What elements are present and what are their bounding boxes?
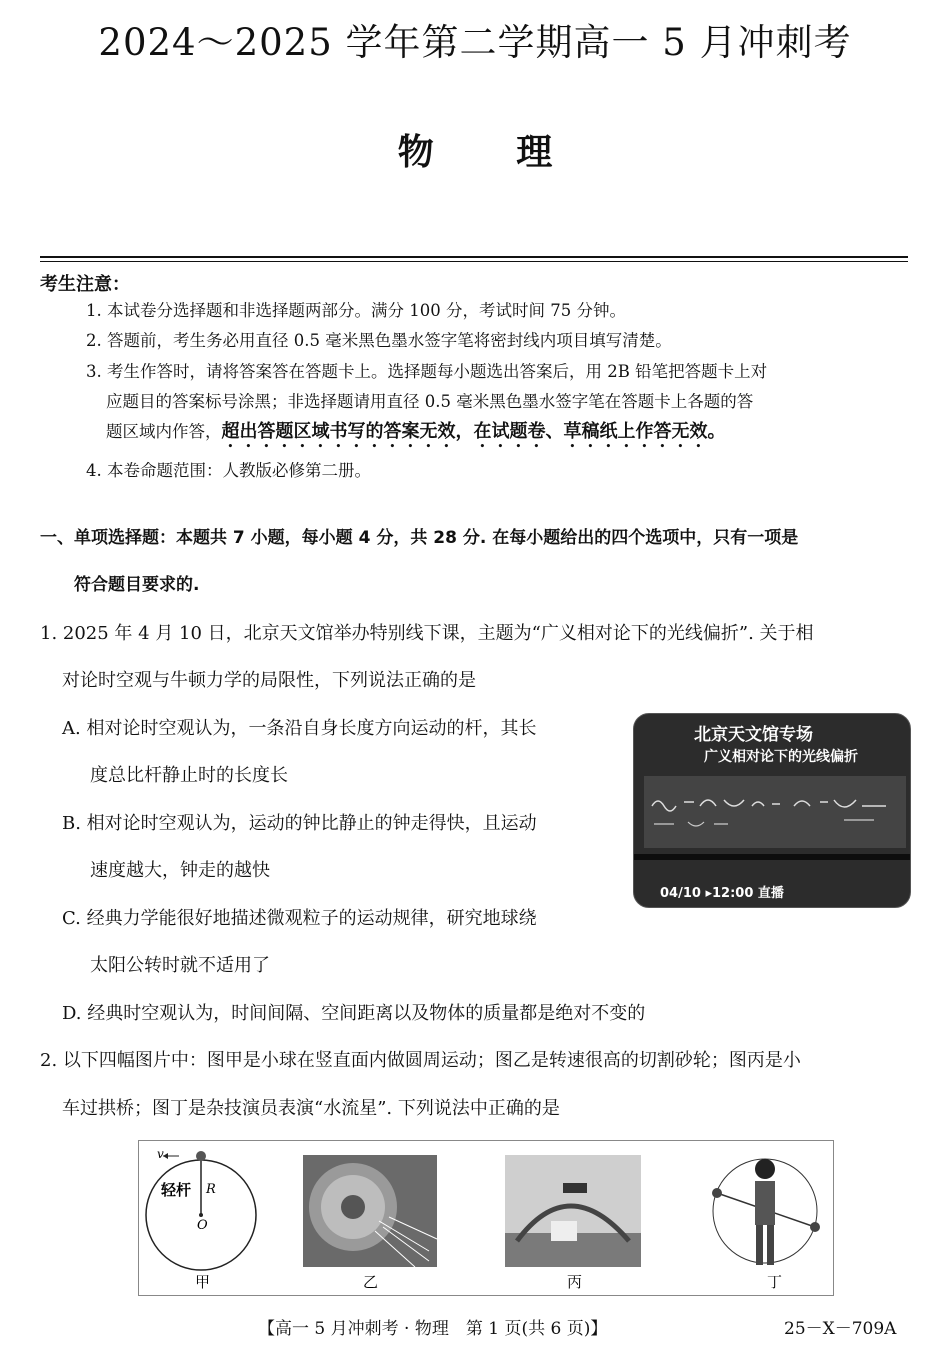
photo-title: 北京天文馆专场 <box>694 725 813 745</box>
notice-item-3-tail: 题区域内作答， <box>106 422 222 441</box>
q1-option-b-cont: 速度越大，钟走的越快 <box>90 860 270 881</box>
label-R: R <box>206 1182 216 1197</box>
figure-ding-water-meteor <box>712 1159 820 1265</box>
caption-ding: 丁 <box>767 1273 783 1291</box>
notice-item-1: 1. 本试卷分选择题和非选择题两部分。满分 100 分，考试时间 75 分钟。 <box>86 301 626 320</box>
photo-subtitle: 广义相对论下的光线偏折 <box>704 749 858 765</box>
chalk-formula-scribble <box>644 776 906 848</box>
section-heading-line1: 一、单项选择题：本题共 7 小题，每小题 4 分，共 28 分. 在每小题给出的四个选项中，只有一项是 <box>40 528 799 548</box>
subject-title: 物 理 <box>397 132 553 173</box>
caption-jia: 甲 <box>195 1273 211 1291</box>
exam-title: 2024～2025 学年第二学期高一 5 月冲刺考 <box>98 21 852 64</box>
q1-option-a-cont: 度总比杆静止时的长度长 <box>90 765 288 786</box>
notice-heading: 考生注意： <box>40 274 130 295</box>
caption-yi: 乙 <box>363 1273 379 1291</box>
q1-option-b: B. 相对论时空观认为，运动的钟比静止的钟走得快，且运动 <box>62 813 537 834</box>
q2-stem-line2: 车过拱桥；图丁是杂技演员表演“水流星”. 下列说法中正确的是 <box>62 1098 560 1119</box>
q2-figures <box>139 1141 833 1295</box>
label-v: v <box>157 1147 164 1161</box>
q1-option-d: D. 经典时空观认为，时间间隔、空间距离以及物体的质量都是绝对不变的 <box>62 1003 646 1024</box>
figure-yi-grinding-wheel <box>303 1155 437 1267</box>
q1-option-c: C. 经典力学能很好地描述微观粒子的运动规律，研究地球绕 <box>62 908 537 929</box>
notice-item-3: 3. 考生作答时，请将答案答在答题卡上。选择题每小题选出答案后，用 2B 铅笔把答题卡上对 <box>86 362 768 381</box>
photo-separator <box>634 854 910 860</box>
notice-item-3-cont: 应题目的答案标号涂黑；非选择题请用直径 0.5 毫米黑色墨水签字笔在答题卡上各题的答 <box>106 392 754 411</box>
caption-bing: 丙 <box>567 1273 583 1291</box>
q1-option-c-cont: 太阳公转时就不适用了 <box>90 955 270 976</box>
label-O: O <box>197 1218 208 1233</box>
q2-stem-line1: 2. 以下四幅图片中：图甲是小球在竖直面内做圆周运动；图乙是转速很高的切割砂轮；图丙是小 <box>40 1050 801 1071</box>
notice-item-2: 2. 答题前，考生务必用直径 0.5 毫米黑色墨水签字笔将密封线内项目填写清楚。 <box>86 331 672 350</box>
exam-code: 25－X－709A <box>784 1319 897 1339</box>
q1-stem-line1: 1. 2025 年 4 月 10 日，北京天文馆举办特别线下课，主题为“广义相对论下的光线偏折”. 关于相 <box>40 623 814 644</box>
figure-jia <box>146 1147 256 1270</box>
q2-figure-panel <box>138 1140 834 1296</box>
q1-stem-line2: 对论时空观与牛顿力学的局限性，下列说法正确的是 <box>62 670 476 691</box>
section-heading-line2: 符合题目要求的. <box>74 575 200 595</box>
q1-option-a: A. 相对论时空观认为，一条沿自身长度方向运动的杆，其长 <box>62 718 537 739</box>
photo-chalkboard <box>644 776 906 848</box>
page-footer: 【高一 5 月冲刺考 · 物理 第 1 页(共 6 页)】 <box>258 1319 608 1339</box>
notice-item-4: 4. 本卷命题范围：人教版必修第二册。 <box>86 461 371 480</box>
notice-item-3-end <box>106 420 726 452</box>
divider-thick <box>40 256 908 258</box>
photo-time: 04/10 ▸12:00 直播 <box>660 886 784 901</box>
notice-emphasis: 超出答题区域书写的答案无效，在试题卷、草稿纸上作答无效。 <box>221 421 726 442</box>
divider-thin <box>40 261 908 262</box>
q1-photo <box>633 713 911 908</box>
label-rod: 轻杆 <box>161 1181 192 1199</box>
figure-bing-arch-bridge <box>505 1155 641 1267</box>
